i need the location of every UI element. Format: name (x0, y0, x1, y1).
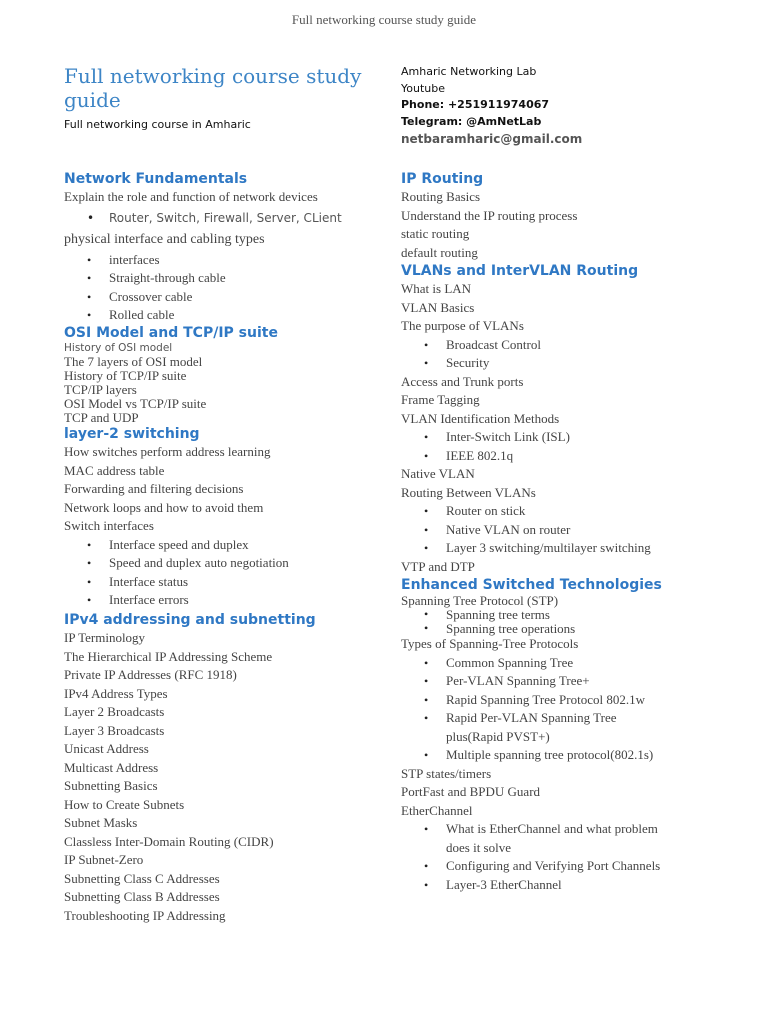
text-line: Classless Inter-Domain Routing (CIDR) (64, 833, 274, 849)
text-line: physical interface and cabling types (64, 231, 265, 247)
heading-ipv4: IPv4 addressing and subnetting (64, 612, 316, 628)
bullet-item: • Interface status (64, 573, 374, 592)
text-line: Explain the role and function of network devices (64, 189, 318, 204)
bullet-item: • Broadcast Control (401, 336, 701, 355)
contact-phone: Phone: +251911974067 (401, 98, 550, 111)
text-line: Native VLAN (401, 466, 475, 481)
text-line: Routing Between VLANs (401, 484, 536, 500)
running-header: Full networking course study guide (291, 12, 477, 27)
bullet-item: • Per-VLAN Spanning Tree+ (401, 672, 701, 691)
bullet-item: • Native VLAN on router (401, 521, 701, 540)
section-layer2 (64, 425, 374, 610)
bullet-item: • What is EtherChannel and what problem (401, 820, 701, 839)
bullet-item: • Straight-through cable (64, 269, 374, 288)
text-line: STP states/timers (401, 765, 492, 781)
text-line: Private IP Addresses (RFC 1918) (64, 667, 237, 682)
section-vlans (401, 262, 701, 576)
bullet-item: • Layer-3 EtherChannel (401, 876, 701, 895)
text-line: Troubleshooting IP Addressing (64, 907, 226, 923)
bullet-item: • Router, Switch, Firewall, Server, CLient (64, 207, 374, 229)
bullet-item: • Rapid Spanning Tree Protocol 802.1w (401, 691, 701, 710)
document-title: Full networking course study guide (64, 64, 362, 112)
text-line: Switch interfaces (64, 518, 154, 533)
bullet-item: • Router on stick (401, 502, 701, 521)
bullet-continuation: does it solve (446, 839, 511, 855)
text-line: History of TCP/IP suite (64, 368, 187, 383)
bullet-item: • Speed and duplex auto negotiation (64, 554, 374, 573)
text-line: Layer 3 Broadcasts (64, 722, 165, 738)
text-line: History of OSI model (64, 342, 173, 354)
contact-lab: Amharic Networking Lab (401, 65, 537, 78)
left-column (64, 64, 374, 923)
text-line: TCP and UDP (64, 410, 139, 425)
text-line: Access and Trunk ports (401, 373, 524, 389)
bullet-item: • Crossover cable (64, 288, 374, 307)
text-line: Unicast Address (64, 741, 149, 756)
text-line: Types of Spanning-Tree Protocols (401, 636, 579, 651)
bullet-item: • Common Spanning Tree (401, 654, 701, 673)
text-line: The Hierarchical IP Addressing Scheme (64, 648, 273, 664)
section-ip-routing (401, 170, 701, 262)
text-line: Multicast Address (64, 759, 159, 775)
text-line: VLAN Basics (401, 299, 475, 315)
bullet-item: • Rapid Per-VLAN Spanning Tree (401, 709, 701, 728)
text-line: Frame Tagging (401, 392, 480, 407)
bullet-item: • Spanning tree terms (401, 608, 701, 622)
text-line: Subnetting Class C Addresses (64, 870, 220, 886)
heading-ip-routing: IP Routing (401, 171, 484, 187)
text-line: What is LAN (401, 281, 472, 296)
right-column (401, 64, 701, 892)
section-enhanced-switched (401, 576, 701, 894)
bullet-item: • Security (401, 354, 701, 373)
section-network-fundamentals (64, 170, 374, 325)
text-line: IP Subnet-Zero (64, 852, 144, 867)
text-line: Routing Basics (401, 189, 481, 204)
text-line: IPv4 Address Types (64, 685, 168, 701)
heading-osi: OSI Model and TCP/IP suite (64, 325, 278, 341)
bullet-item: • Inter-Switch Link (ISL) (401, 428, 701, 447)
bullet-item: • Spanning tree operations (401, 622, 701, 636)
text-line: PortFast and BPDU Guard (401, 784, 541, 799)
text-line: How to Create Subnets (64, 796, 185, 812)
bullet-item: • Multiple spanning tree protocol(802.1s) (401, 746, 701, 765)
text-line: default routing (401, 244, 478, 260)
heading-vlans: VLANs and InterVLAN Routing (401, 263, 639, 279)
text-line: MAC address table (64, 462, 165, 478)
text-line: VLAN Identification Methods (401, 410, 560, 426)
text-line: The purpose of VLANs (401, 318, 524, 333)
heading-network-fundamentals: Network Fundamentals (64, 171, 248, 187)
bullet-item: • Configuring and Verifying Port Channels (401, 857, 701, 876)
text-line: EtherChannel (401, 802, 473, 818)
heading-layer2: layer-2 switching (64, 426, 200, 442)
text-line: Subnetting Basics (64, 778, 158, 793)
text-line: static routing (401, 226, 470, 241)
bullet-item: • Rolled cable (64, 306, 374, 325)
bullet-item: • IEEE 802.1q (401, 447, 701, 466)
bullet-item: • Layer 3 switching/multilayer switching (401, 539, 701, 558)
bullet-item: • Interface errors (64, 591, 374, 610)
text-line: Understand the IP routing process (401, 207, 578, 223)
text-line: TCP/IP layers (64, 382, 137, 397)
contact-telegram: Telegram: @AmNetLab (401, 114, 542, 128)
text-line: How switches perform address learning (64, 444, 271, 459)
contact-youtube: Youtube (401, 81, 445, 95)
text-line: Spanning Tree Protocol (STP) (401, 593, 559, 608)
bullet-continuation: plus(Rapid PVST+) (446, 728, 550, 744)
text-line: Network loops and how to avoid them (64, 499, 264, 515)
contact-email: netbaramharic@gmail.com (401, 132, 583, 146)
text-line: OSI Model vs TCP/IP suite (64, 396, 207, 411)
text-line: The 7 layers of OSI model (64, 354, 203, 369)
section-osi (64, 324, 374, 425)
text-line: Subnetting Class B Addresses (64, 889, 220, 904)
text-line: IP Terminology (64, 630, 146, 645)
heading-enhanced-switched: Enhanced Switched Technologies (401, 577, 662, 593)
bullet-item: • Interface speed and duplex (64, 536, 374, 555)
text-line: Layer 2 Broadcasts (64, 704, 165, 719)
section-ipv4 (64, 611, 374, 925)
text-line: VTP and DTP (401, 558, 475, 574)
text-line: Forwarding and filtering decisions (64, 481, 244, 496)
bullet-item: • interfaces (64, 251, 374, 270)
document-subtitle: Full networking course in Amharic (64, 118, 251, 131)
text-line: Subnet Masks (64, 815, 138, 830)
